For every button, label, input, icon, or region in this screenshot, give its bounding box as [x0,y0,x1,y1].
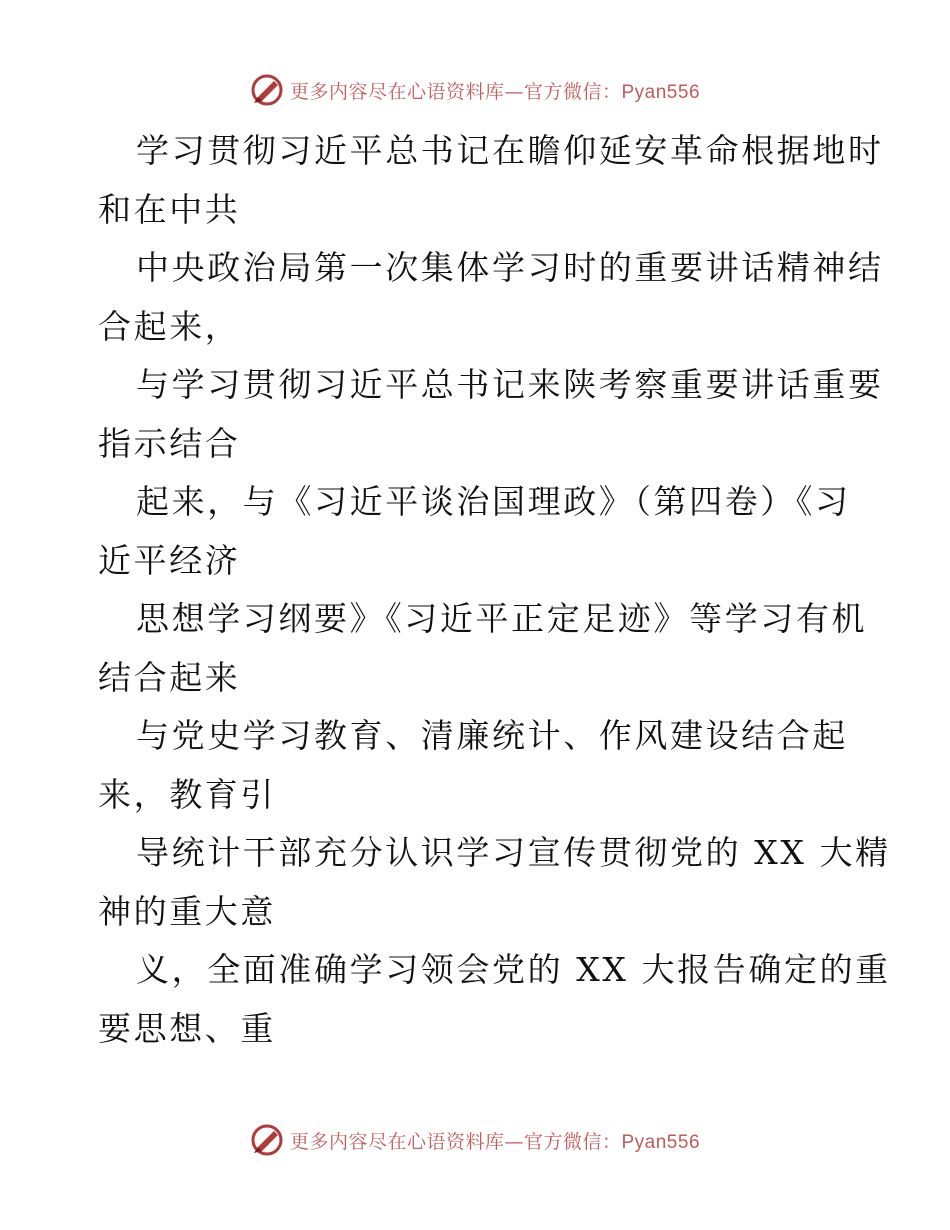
header-banner [0,70,950,110]
text-line: 起来，与《习近平谈治国理政》（第四卷）《习 [136,482,851,521]
text-line: 要思想、重 [98,1008,276,1048]
text-line: 神的重大意 [98,891,276,931]
text-line: 义，全面准确学习领会党的 XX 大报告确定的重 [136,950,891,989]
text-line: 结合起来 [98,657,241,697]
text-line: 导统计干部充分认识学习宣传贯彻党的 XX 大精 [136,833,891,872]
banner-text: 更多内容尽在心语资料库—官方微信：Pyan556 [289,1130,701,1153]
banner-account: Pyan556 [621,1131,701,1153]
banner-account: Pyan556 [621,81,701,103]
pen-circle-icon [250,73,284,107]
text-line: 中央政治局第一次集体学习时的重要讲话精神结 [136,248,884,287]
pen-circle-icon [250,1123,284,1157]
banner-text: 更多内容尽在心语资料库—官方微信：Pyan556 [289,80,701,103]
text-line: 来，教育引 [98,774,276,814]
text-line: 与学习贯彻习近平总书记来陕考察重要讲话重要 [136,365,884,404]
text-line: 思想学习纲要》《习近平正定足迹》等学习有机 [136,599,868,638]
text-line: 学习贯彻习近平总书记在瞻仰延安革命根据地时 [136,131,884,170]
text-line: 与党史学习教育、清廉统计、作风建设结合起 [136,716,848,755]
text-line: 合起来， [98,306,241,346]
footer-banner [0,1120,950,1160]
document-body [98,122,891,1058]
text-line: 和在中共 [98,189,241,229]
text-line: 近平经济 [98,540,241,580]
text-line: 指示结合 [98,423,241,463]
